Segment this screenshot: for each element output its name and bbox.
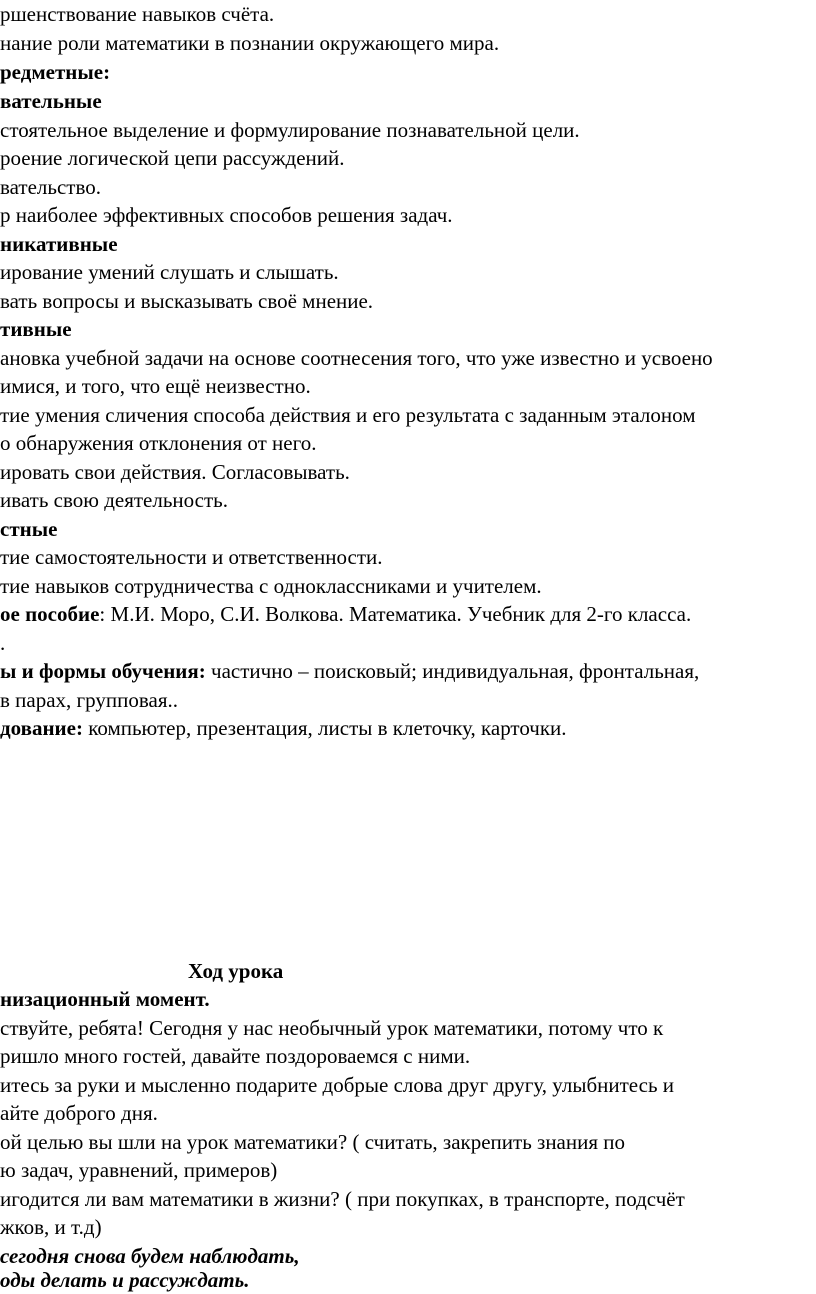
text-line: ой целью вы шли на урок математики? ( считать, закрепить знания по: [0, 1130, 625, 1154]
text-line: р наиболее эффективных способов решения задач.: [0, 203, 453, 227]
methods-line: [0, 657, 699, 685]
text-line: нание роли математики в познании окружающего мира.: [0, 31, 500, 55]
textbook-line: [0, 600, 691, 628]
text-line: ршенствование навыков счёта.: [0, 2, 275, 26]
text-line: ировать свои действия. Согласовывать.: [0, 460, 350, 484]
methods-label: ы и формы обучения:: [0, 659, 206, 683]
text-line: жков, и т.д): [0, 1215, 102, 1239]
lesson-title: Ход урока: [188, 959, 284, 983]
metasubject-heading: редметные:: [0, 60, 111, 84]
text-line: ирование умений слушать и слышать.: [0, 260, 339, 284]
text-line: игодится ли вам математики в жизни? ( при покупках, в транспорте, подсчёт: [0, 1187, 685, 1211]
text-line: о обнаружения отклонения от него.: [0, 431, 317, 455]
text-line: ришло много гостей, давайте поздороваемся с ними.: [0, 1044, 471, 1068]
motto-line: сегодня снова будем наблюдать,: [0, 1244, 300, 1268]
text-line: ствуйте, ребята! Сегодня у нас необычный урок математики, потому что к: [0, 1016, 664, 1040]
personal-heading: стные: [0, 517, 58, 541]
text-line: тие умения сличения способа действия и его результата с заданным эталоном: [0, 403, 696, 427]
text-line: ю задач, уравнений, примеров): [0, 1158, 278, 1182]
text-line: тие навыков сотрудничества с одноклассниками и учителем.: [0, 574, 542, 598]
cognitive-heading: вательные: [0, 89, 102, 113]
text-line: тие самостоятельности и ответственности.: [0, 545, 383, 569]
text-line: айте доброго дня.: [0, 1101, 158, 1125]
textbook-text: М.И. Моро, С.И. Волкова. Математика. Учебник для 2-го класса.: [105, 602, 692, 626]
motto-line: оды делать и рассуждать.: [0, 1268, 250, 1292]
text-line: .: [0, 631, 6, 655]
text-line: имися, и того, что ещё неизвестно.: [0, 374, 311, 398]
text-line: стоятельное выделение и формулирование познавательной цели.: [0, 118, 580, 142]
equipment-label: дование:: [0, 716, 83, 740]
regulative-heading: тивные: [0, 317, 72, 341]
methods-text: частично – поисковый; индивидуальная, фронтальная,: [205, 659, 700, 683]
text-line: ивать свою деятельность.: [0, 488, 228, 512]
text-line: итесь за руки и мысленно подарите добрые слова друг другу, улыбнитесь и: [0, 1073, 675, 1097]
communicative-heading: никативные: [0, 232, 118, 256]
equipment-line: [0, 714, 567, 742]
equipment-text: компьютер, презентация, листы в клеточку, карточки.: [82, 716, 567, 740]
text-line: ановка учебной задачи на основе соотнесения того, что уже известно и усвоено: [0, 346, 713, 370]
text-line: вать вопросы и высказывать своё мнение.: [0, 289, 374, 313]
textbook-colon: :: [99, 602, 106, 626]
text-line: вательство.: [0, 175, 101, 199]
textbook-label: ое пособие: [0, 602, 100, 626]
text-line: роение логической цепи рассуждений.: [0, 146, 345, 170]
text-line: в парах, групповая..: [0, 688, 178, 712]
org-moment-heading: низационный момент.: [0, 987, 210, 1011]
